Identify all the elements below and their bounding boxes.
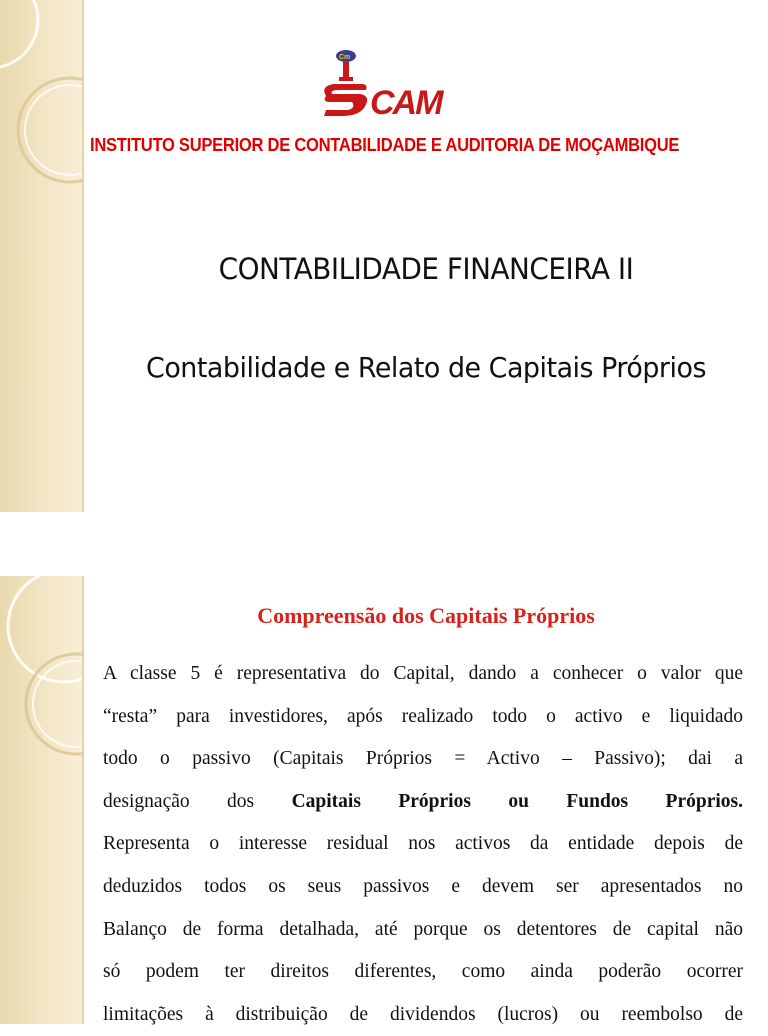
institute-name: INSTITUTO SUPERIOR DE CONTABILIDADE E AUDITORIA DE MOÇAMBIQUE xyxy=(90,135,680,155)
svg-text:Cm: Cm xyxy=(339,54,351,61)
course-title: CONTABILIDADE FINANCEIRA II xyxy=(218,252,634,286)
text-line: só podem ter direitos diferentes, como ainda poderão ocorrer xyxy=(103,961,743,983)
decorative-circles-icon xyxy=(0,576,84,1024)
svg-text:CAM: CAM xyxy=(370,84,442,120)
section-heading: Compreensão dos Capitais Próprios xyxy=(257,603,595,628)
text-line: Balanço de forma detalhada, até porque os detentores de capital não xyxy=(103,918,743,940)
text-line: todo o passivo (Capitais Próprios = Activo – Passivo); dai a xyxy=(103,748,743,770)
text-line: deduzidos todos os seus passivos e devem ser apresentados no xyxy=(103,875,743,897)
title-slide xyxy=(0,0,768,512)
decorative-side-band xyxy=(0,0,84,512)
iscam-logo xyxy=(316,46,470,120)
text-line: Representa o interesse residual nos activos da entidade depois de xyxy=(103,833,743,855)
text-fragment: designação dos xyxy=(103,790,255,812)
bold-term: Capitais Próprios ou Fundos Próprios. xyxy=(291,790,743,812)
decorative-circles-icon xyxy=(0,0,84,512)
text-line: A classe 5 é representativa do Capital, dando a conhecer o valor que xyxy=(103,663,743,684)
decorative-side-band xyxy=(0,576,84,1024)
text-line: “resta” para investidores, após realizado todo o activo e liquidado xyxy=(103,705,743,727)
body-paragraph xyxy=(103,653,743,1036)
text-line: limitações à distribuição de dividendos (lucros) ou reembolso de xyxy=(103,1003,743,1025)
text-line-mixed xyxy=(103,781,743,824)
course-subtitle: Contabilidade e Relato de Capitais Próprios xyxy=(146,351,706,384)
slide-gap xyxy=(0,512,768,576)
